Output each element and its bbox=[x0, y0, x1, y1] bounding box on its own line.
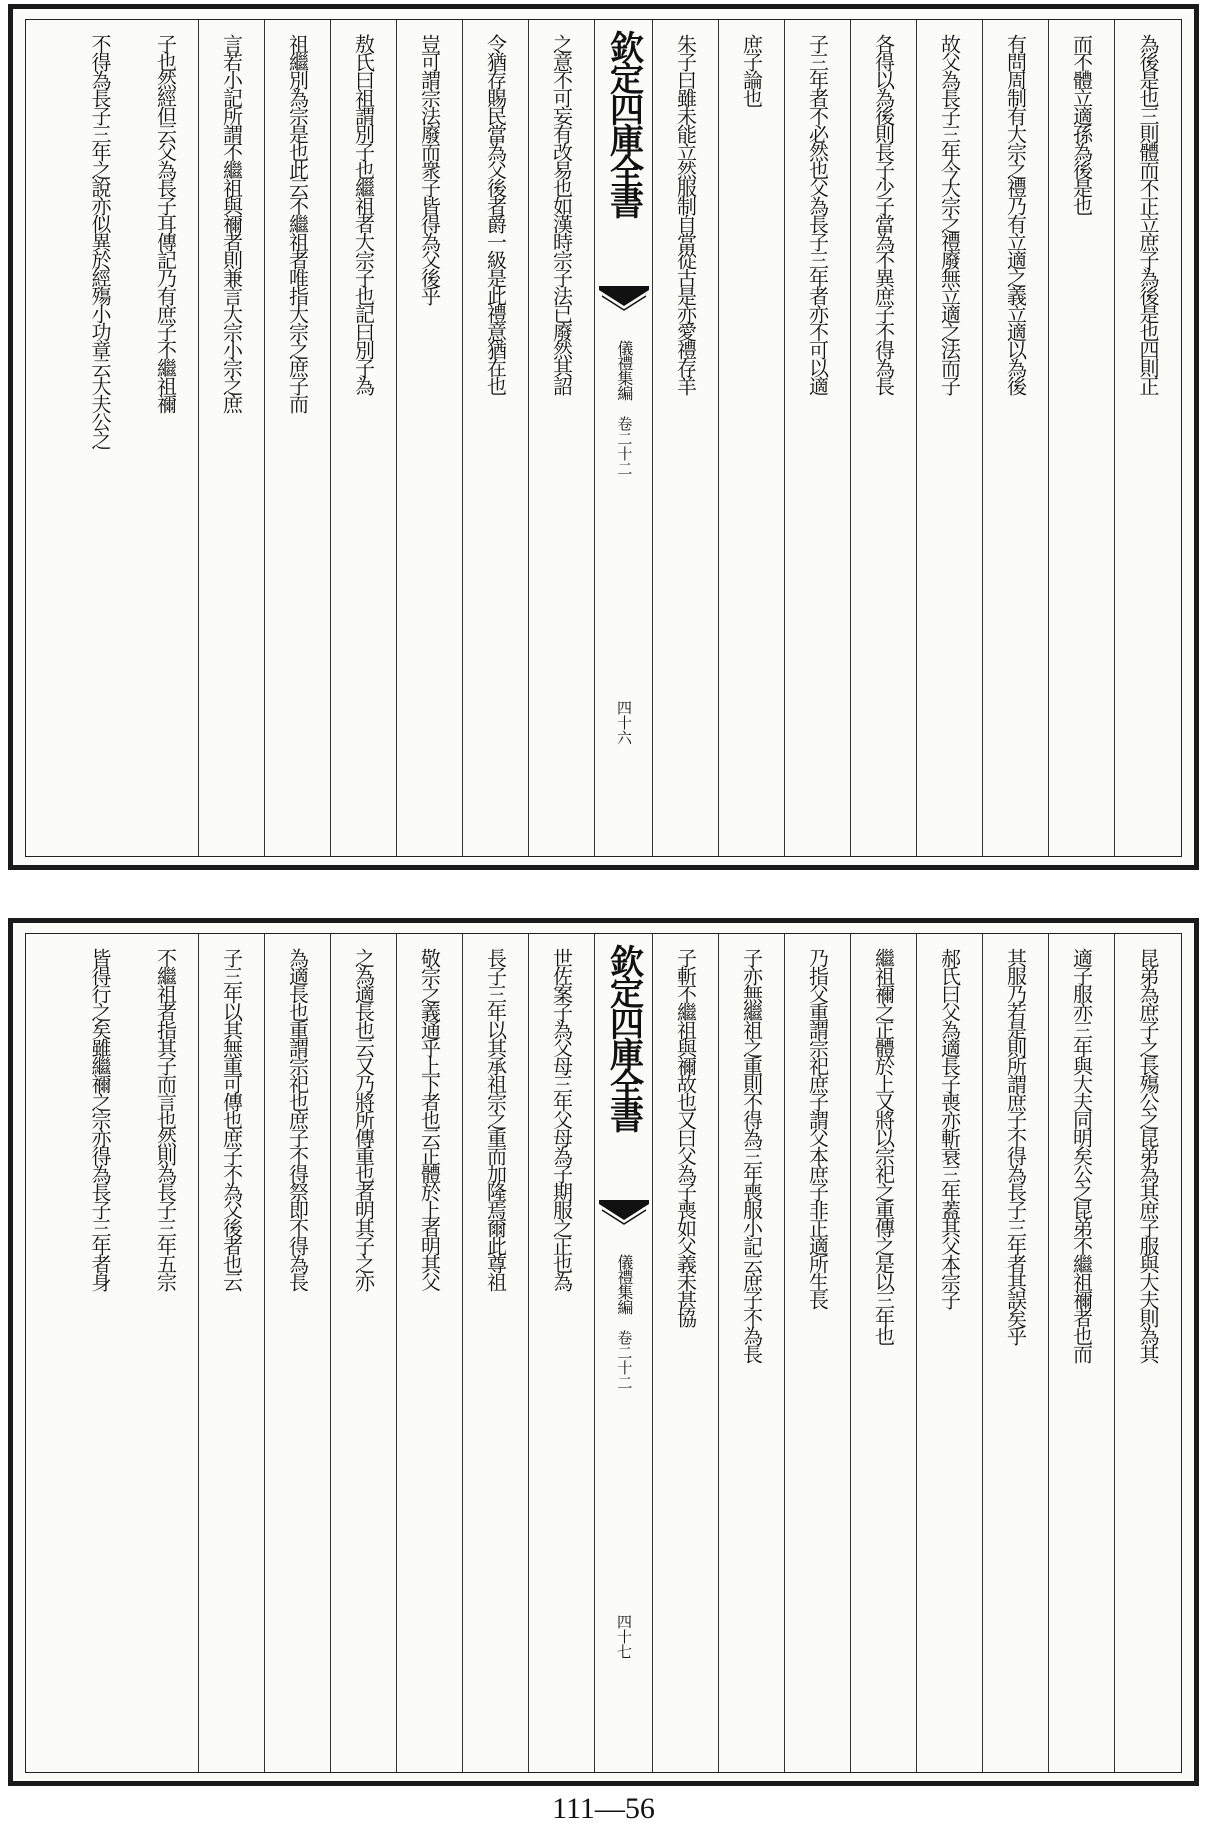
text-column: 其服乃若是則所謂庶子不得為長子三年者其誤矣乎 bbox=[983, 934, 1049, 1772]
page-frame bbox=[25, 19, 1182, 857]
text-column: 不繼祖者指其子而言也然則為長子三年五宗 bbox=[133, 934, 199, 1772]
chapter-title: 儀禮集編 bbox=[614, 340, 634, 400]
page-frame bbox=[25, 933, 1182, 1773]
text-column: 皆得行之矣雖繼禰之宗亦得為長子三年者身 bbox=[88, 948, 112, 1290]
text-column: 長子三年以其承祖宗之重而加隆焉爾此尊祖 bbox=[463, 934, 529, 1772]
text-column: 為適長也重謂宗祀也庶子不得祭即不得為長 bbox=[265, 934, 331, 1772]
volume-number: 卷二十二 bbox=[615, 1330, 634, 1390]
text-column: 子三年者不必然也父為長子三年者亦不可以適 bbox=[785, 20, 851, 856]
text-column: 之為適長也云又乃將所傳重也者明其子之亦 bbox=[331, 934, 397, 1772]
fish-tail-mark-icon bbox=[599, 286, 649, 324]
text-column: 令猶存賜民當為父後者爵一級是此禮意猶在也 bbox=[463, 20, 529, 856]
text-column: 之意不可妄有改易也如漢時宗子法已廢然其詔 bbox=[529, 20, 595, 856]
text-columns bbox=[26, 934, 1181, 1772]
folio-number: 四十六 bbox=[615, 700, 633, 745]
text-column: 世佐案子為父母三年父母為子期服之正也為 bbox=[529, 934, 595, 1772]
text-column: 敖氏曰祖謂別子也繼祖者大宗子也記曰別子為 bbox=[331, 20, 397, 856]
center-fold bbox=[595, 934, 653, 1772]
text-column: 乃指父重謂宗祀庶子謂父本庶子非正適所生長 bbox=[785, 934, 851, 1772]
text-column: 各得以為後則長子少子當為不異庶子不得為長 bbox=[851, 20, 917, 856]
text-column: 敬宗之義通乎上下者也云正體於上者明其父 bbox=[397, 934, 463, 1772]
text-columns bbox=[26, 20, 1181, 856]
chapter-title: 儀禮集編 bbox=[614, 1254, 634, 1314]
text-column: 庶子論也 bbox=[719, 20, 785, 856]
text-column: 郝氏曰父為適長子喪亦斬衰三年蓋其父本宗子 bbox=[917, 934, 983, 1772]
page-upper bbox=[8, 4, 1199, 870]
center-fold bbox=[595, 20, 653, 856]
book-title: 欽定四庫全書 bbox=[603, 30, 644, 216]
text-column: 子斬不繼祖與禰故也又曰父為子喪如父義未甚協 bbox=[653, 934, 719, 1772]
fish-tail-mark-icon bbox=[599, 1200, 649, 1238]
text-column: 子亦無繼祖之重則不得為三年喪服小記云庶子不為長 bbox=[719, 934, 785, 1772]
text-column: 有問周制有大宗之禮乃有立適之義立適以為後 bbox=[983, 20, 1049, 856]
text-column: 祖繼別為宗是也此云不繼祖者唯指大宗之庶子而 bbox=[265, 20, 331, 856]
text-column: 為後是也三則體而不正立庶子為後是也四則正 bbox=[1136, 34, 1160, 394]
text-column: 朱子曰雖未能立然服制自當從古是亦愛禮存羊 bbox=[653, 20, 719, 856]
folio-number: 四十七 bbox=[615, 1614, 633, 1659]
text-column: 豈可謂宗法廢而衆子皆得為父後乎 bbox=[397, 20, 463, 856]
text-column: 子三年以其無重可傳也庶子不為父後者也云 bbox=[199, 934, 265, 1772]
text-column: 昆弟為庶子之長殤公之昆弟為其庶子服與大夫則為其 bbox=[1136, 948, 1160, 1362]
book-title: 欽定四庫全書 bbox=[603, 944, 644, 1130]
text-column: 適子服亦三年與大夫同明矣公之昆弟不繼祖禰者也而 bbox=[1049, 934, 1115, 1772]
text-column: 子也然經但云父為長子耳傳記乃有庶子不繼祖禰 bbox=[133, 20, 199, 856]
text-column: 不得為長子三年之說亦似異於經殤小功章云大夫公之 bbox=[88, 34, 112, 448]
text-column: 而不體立適孫為後是也 bbox=[1049, 20, 1115, 856]
text-column: 繼祖禰之正體於上又將以宗祀之重傳之是以三年也 bbox=[851, 934, 917, 1772]
text-column: 故父為長子三年今大宗之禮廢無立適之法而子 bbox=[917, 20, 983, 856]
page-number: 111—56 bbox=[552, 1792, 655, 1825]
volume-number: 卷二十二 bbox=[615, 416, 634, 476]
page-lower bbox=[8, 918, 1199, 1786]
text-column: 言若小記所謂不繼祖與禰者則兼言大宗小宗之庶 bbox=[199, 20, 265, 856]
